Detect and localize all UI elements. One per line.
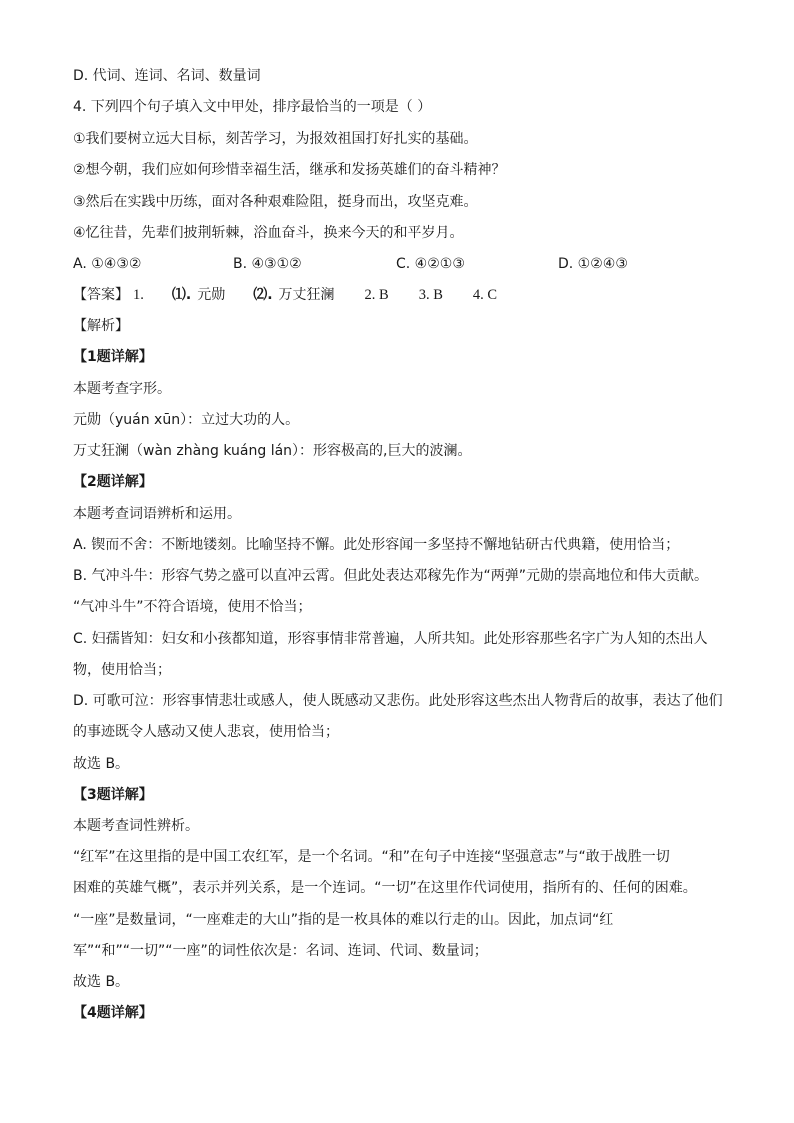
answer-label: 【答案】: [73, 287, 129, 303]
q4-sentence-1: ①我们要树立远大目标，刻苦学习，为报效祖国打好扎实的基础。: [73, 131, 478, 147]
q2-detail-d-line-1: D. 可歌可泣：形容事情悲壮或感人，使人既感动又悲伤。此处形容这些杰出人物背后的故事，表达了他们: [73, 693, 723, 709]
q3-detail-paragraph-line-1: “红军”在这里指的是中国工农红军，是一个名词。“和”在句子中连接“坚强意志”与“敢于战胜一切: [73, 849, 670, 865]
answer-row: [73, 285, 497, 305]
q4-sentence-2: ②想今朝，我们应如何珍惜幸福生活，继承和发扬英雄们的奋斗精神？: [73, 162, 506, 178]
q4-stem: 4. 下列四个句子填入文中甲处，排序最恰当的一项是（ ）: [73, 99, 432, 115]
q2-detail-heading: 【2题详解】: [73, 474, 153, 490]
q1-detail-heading: 【1题详解】: [73, 349, 153, 365]
q4-option-c: C. ④②①③: [396, 256, 465, 272]
q3-detail-paragraph-line-3: “一座”是数量词，“一座难走的大山”指的是一枚具体的难以行走的山。因此，加点词“红: [73, 912, 614, 928]
q4-option-a: A. ①④③②: [73, 256, 142, 272]
q3-detail-paragraph-line-2: 困难的英雄气概”，表示并列关系，是一个连词。“一切”在这里作代词使用，指所有的、任何的困难。: [73, 880, 697, 896]
answer-q1-part1: 元勋: [197, 287, 226, 303]
q1-detail-item-1: 元勋（yuán xūn）：立过大功的人。: [73, 412, 300, 428]
answer-q1-prefix: 1.: [133, 287, 144, 303]
q1-detail-intro: 本题考查字形。: [73, 381, 171, 397]
answer-q4: 4. C: [472, 287, 498, 303]
q2-detail-conclusion: 故选 B。: [73, 756, 130, 772]
q4-detail-heading: 【4题详解】: [73, 1005, 153, 1021]
q4-option-d: D. ①②④③: [558, 256, 628, 272]
q2-detail-intro: 本题考查词语辨析和运用。: [73, 506, 241, 522]
q2-detail-d-line-2: 的事迹既令人感动又使人悲哀，使用恰当；: [73, 724, 339, 740]
q2-detail-b-line-1: B. 气冲斗牛：形容气势之盛可以直冲云霄。但此处表达邓稼先作为“两弹”元勋的崇高地位和伟大贡献。: [73, 568, 709, 584]
q3-option-d: D. 代词、连词、名词、数量词: [73, 68, 261, 84]
q2-detail-c-line-2: 物，使用恰当；: [73, 662, 171, 678]
q3-detail-conclusion: 故选 B。: [73, 974, 130, 990]
answer-q2: 2. B: [364, 287, 389, 303]
answer-q3: 3. B: [418, 287, 443, 303]
q2-detail-a: A. 锲而不舍：不断地镂刻。比喻坚持不懈。此处形容闻一多坚持不懈地钻研古代典籍，使用恰当；: [73, 537, 680, 553]
answer-q1-part1-number: ⑴.: [171, 287, 192, 303]
answer-q1-part2-number: ⑵.: [253, 287, 273, 303]
q4-sentence-3: ③然后在实践中历练，面对各种艰难险阻，挺身而出，攻坚克难。: [73, 194, 478, 210]
analysis-label: 【解析】: [73, 318, 129, 334]
q3-detail-intro: 本题考查词性辨析。: [73, 818, 199, 834]
q3-detail-heading: 【3题详解】: [73, 787, 153, 803]
q4-option-b: B. ④③①②: [233, 256, 302, 272]
answer-q1-part2: 万丈狂澜: [278, 287, 335, 303]
q3-detail-paragraph-line-4: 军”“和”“一切”“一座”的词性依次是：名词、连词、代词、数量词；: [73, 943, 488, 959]
q2-detail-b-line-2: “气冲斗牛”不符合语境，使用不恰当；: [73, 599, 312, 615]
q1-detail-item-2: 万丈狂澜（wàn zhàng kuáng lán）：形容极高的,巨大的波澜。: [73, 443, 472, 459]
q2-detail-c-line-1: C. 妇孺皆知：妇女和小孩都知道，形容事情非常普遍，人所共知。此处形容那些名字广为人知的杰出人: [73, 631, 708, 647]
q4-sentence-4: ④忆往昔，先辈们披荆斩棘，浴血奋斗，换来今天的和平岁月。: [73, 225, 464, 241]
